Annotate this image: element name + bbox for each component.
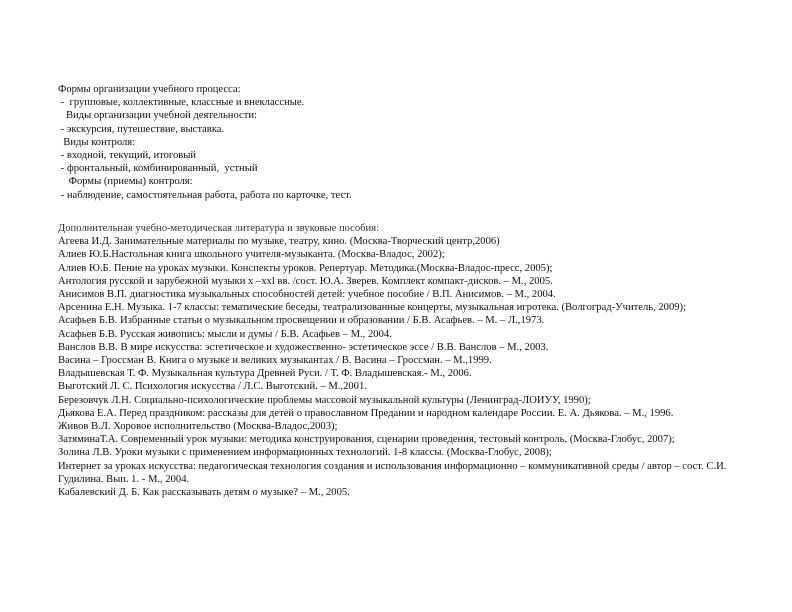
forms-line: Формы (приемы) контроля: [58,176,193,188]
literature-section [58,222,748,499]
literature-item: ЗатяминаТ.А. Современный урок музыки: методика конструирования, сценарии проведения, тестовый контроль. (Москва-Глобус, 2007); [58,434,675,446]
literature-item: Золина Л.В. Уроки музыки с применением информационных технологий. 1-8 классы. (Москва-Глобус, 2008); [58,447,552,459]
forms-line: - групповые, коллективные, классные и внеклассные. [58,97,305,109]
literature-item: Выготский Л. С. Психология искусства / Л.С. Выготский. – М.,2001. [58,381,367,393]
literature-item: Дьякова Е.А. Перед праздником: рассказы для детей о православном Предании и народном календаре России. Е. А. Дьякова. – М., 1996. [58,407,674,419]
forms-line: Виды контроля: [58,136,136,148]
literature-item: Агеева И.Д. Занимательные материалы по музыке, театру, кино. (Москва-Творческий центр,2006) [58,236,500,248]
forms-line: Виды организации учебной деятельности: [58,110,257,122]
literature-item: Алиев Ю.Б. Пение на уроках музыки. Конспекты уроков. Репертуар. Методика.(Москва-Владос-пресс, 2005); [58,262,553,274]
forms-line: - входной, текущий, итоговый [58,150,197,162]
literature-item: Кабалевский Д. Б. Как рассказывать детям о музыке? – М., 2005. [58,487,350,499]
forms-line: - наблюдение, самостоятельная работа, работа по карточке, тест. [58,189,352,201]
organization-forms-title: Формы организации учебного процесса: [58,84,241,95]
forms-line: - фронтальный, комбинированный, устный [58,163,258,175]
literature-item: Асафьев Б.В. Избранные статьи о музыкальном просвещении и образовании / Б.В. Асафьев. – М. – Л.,1973. [58,315,545,327]
forms-line: - экскурсия, путешествие, выставка. [58,123,225,135]
literature-item: Живов В.Л. Хоровое исполнительство (Москва-Владос,2003); [58,421,338,433]
literature-item: Интернет за уроках искусства: педагогическая технология создания и использования информационно – коммуникативной среды / автор – сост. С.И. Гудилина. Вып. 1. - М., 2004. [58,460,727,485]
literature-list [58,235,748,499]
literature-item: Арсенина Е.Н. Музыка. 1-7 классы: тематические беседы, театрализованные концерты, музыкальная игротека. (Волгоград-Учитель, 2009); [58,302,687,314]
literature-item: Березовчук Л.Н. Социально-психологические проблемы массовой музыкальной культуры (Ленинград-ЛОИУУ, 1990); [58,394,591,406]
literature-item: Антология русской и зарубежной музыки х –ххl вв. /сост. Ю.А. Зверев. Комплект компакт-дисков. – М., 2005. [58,275,553,287]
literature-item: Алиев Ю.Б.Настольная книга школьного учителя-музыканта. (Москва-Владос, 2002); [58,249,445,261]
literature-heading: Дополнительная учебно-методическая литература и звуковые пособия: [58,223,380,234]
organization-forms-section [58,83,748,202]
literature-item: Васина – Гроссман В. Книга о музыке и великих музыкантах / В. Васина – Гроссман. – М.,1999. [58,355,492,367]
literature-item: Асафьев Б.В. Русская живопись: мысли и думы / Б.В. Асафьев – М., 2004. [58,328,392,340]
literature-item: Ванслов В.В. В мире искусства: эстетическое и художественно- эстетическое эссе / В.В. Ванслов – М., 2003. [58,341,549,353]
literature-item: Владышевская Т. Ф. Музыкальная культура Древней Руси. / Т. Ф. Владышевская.- М., 2006. [58,368,472,380]
literature-item: Анисимов В.П. диагностика музыкальных способностей детей: учебное пособие / В.П. Анисимов. – М., 2004. [58,289,556,301]
